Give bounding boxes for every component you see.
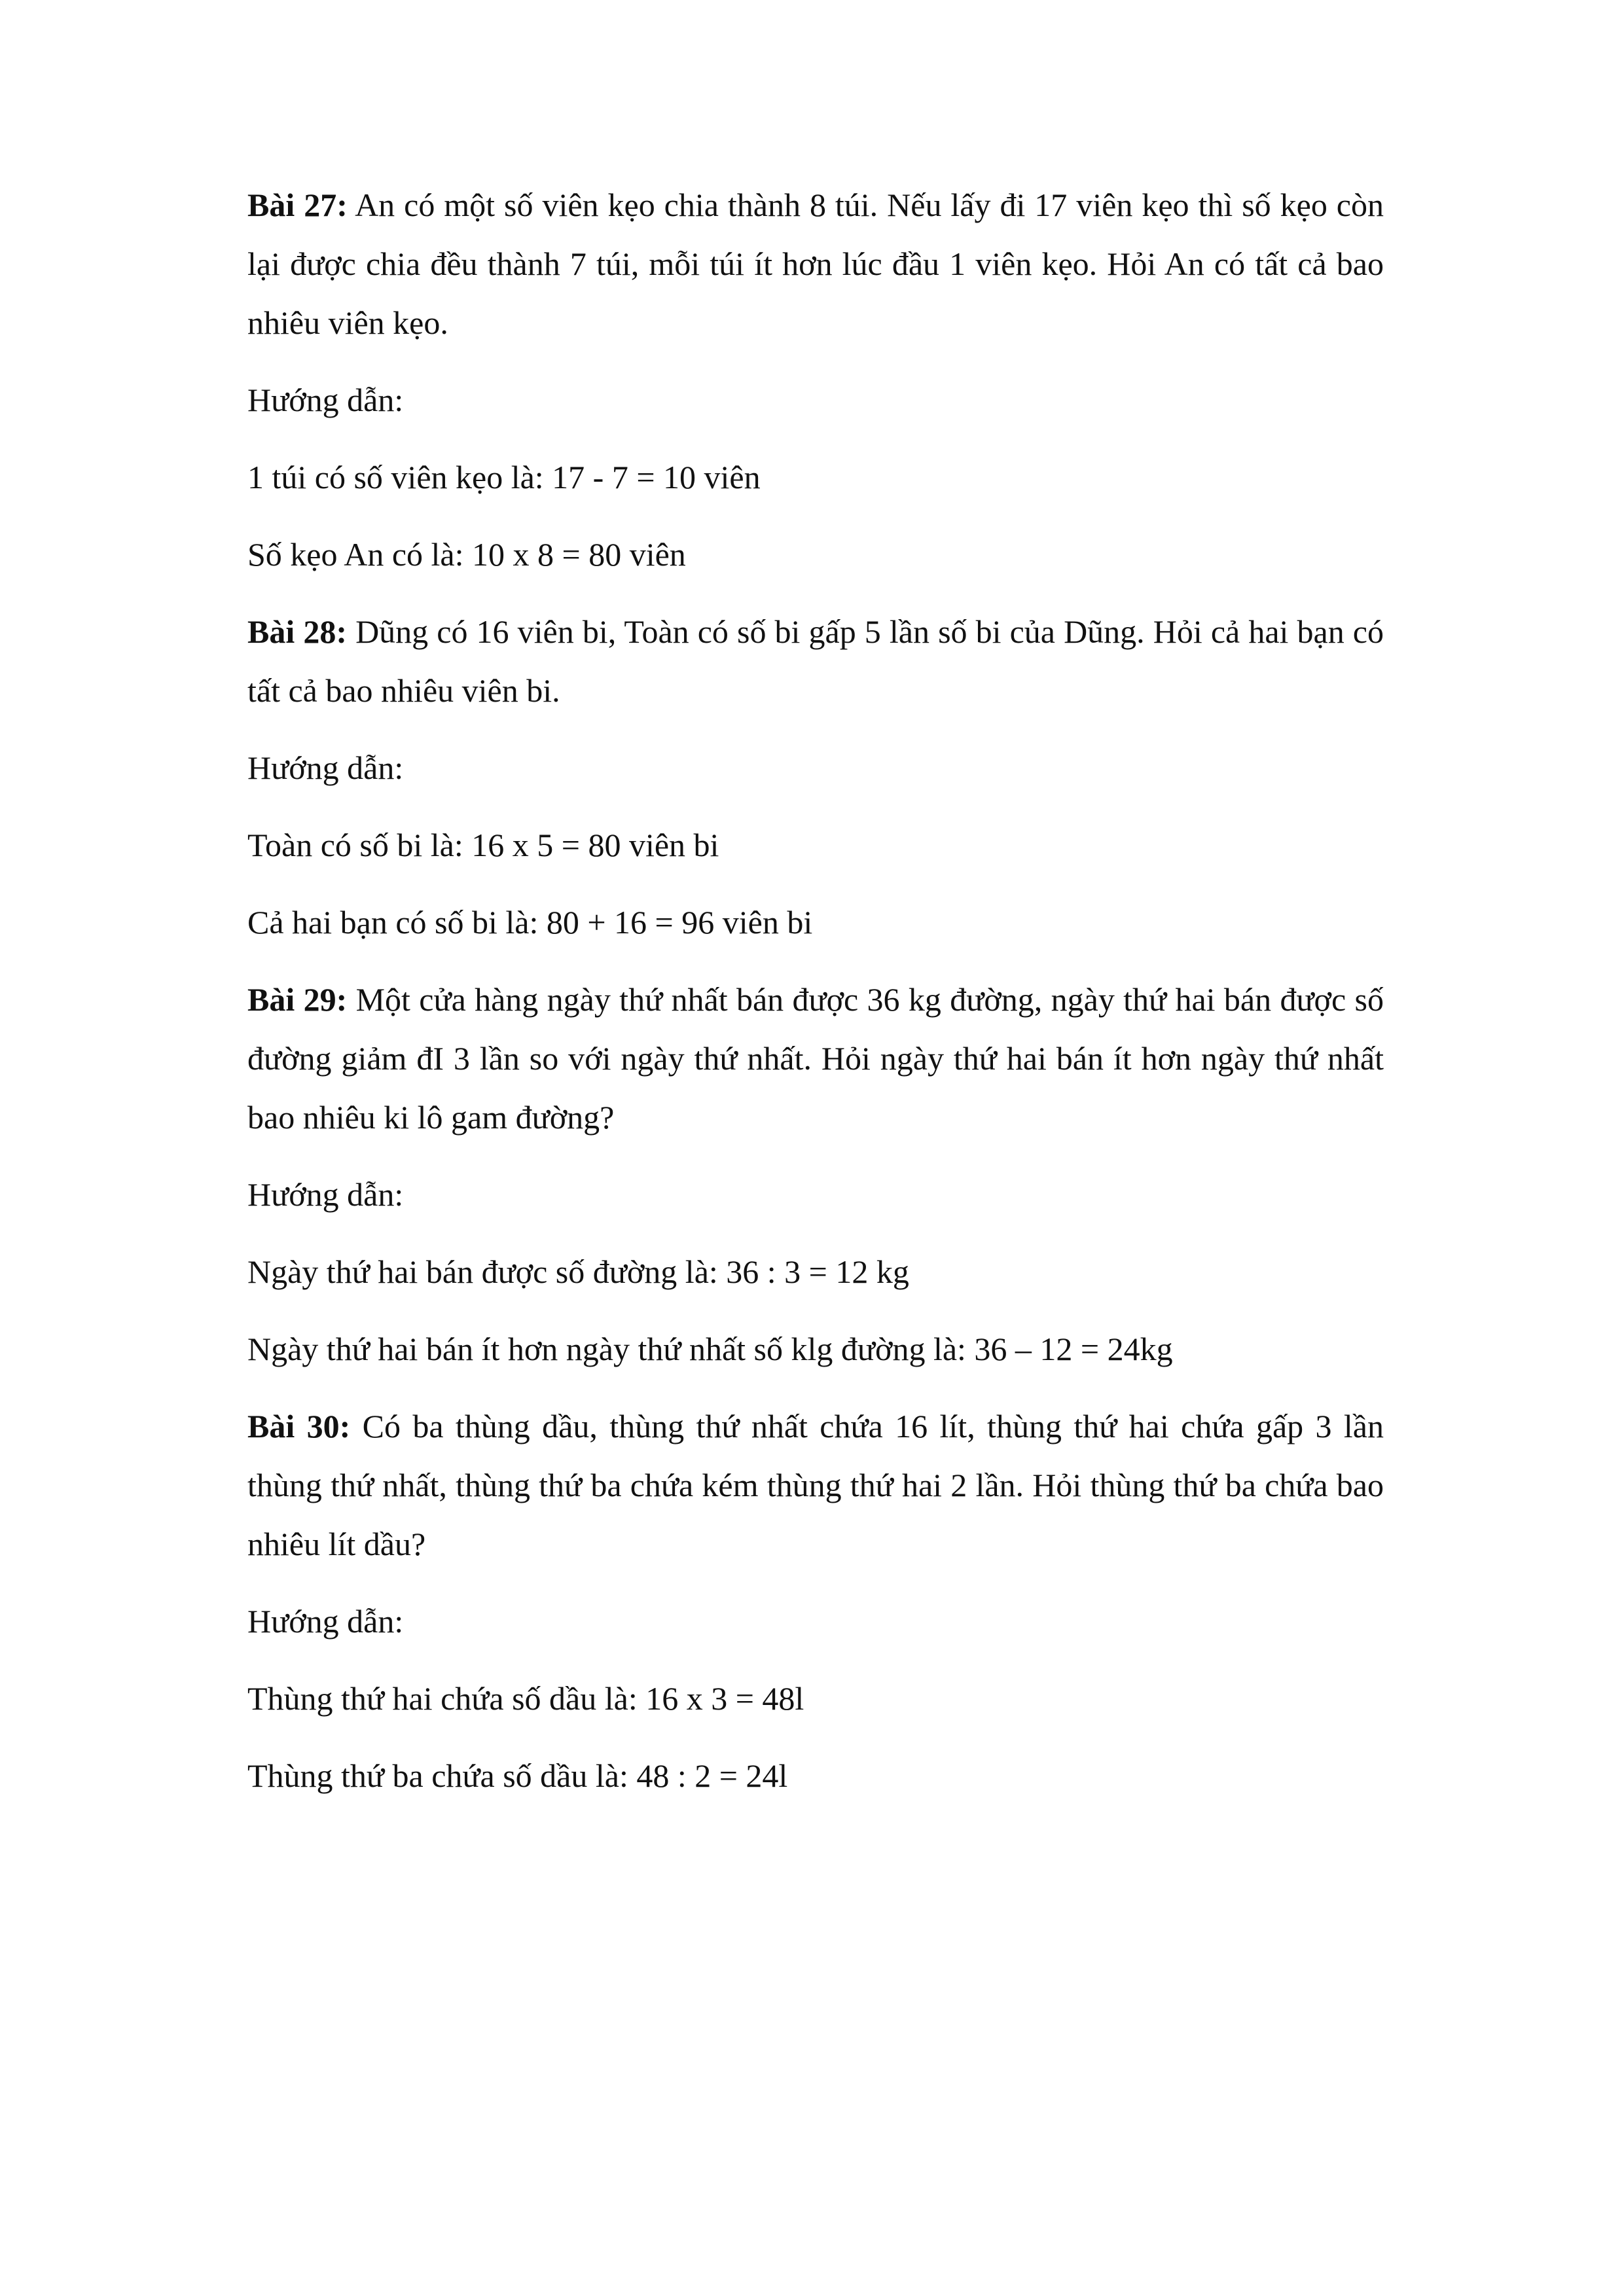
- exercise-27-text: An có một số viên kẹo chia thành 8 túi. Nếu lấy đi 17 viên kẹo thì số kẹo còn lại được chia đều thành 7 túi, mỗi túi ít hơn lúc đầu 1 viên kẹo. Hỏi An có tất cả bao nhiêu viên kẹo.: [247, 187, 1384, 341]
- exercise-28-step-2: Cả hai bạn có số bi là: 80 + 16 = 96 viên bi: [247, 904, 813, 941]
- exercise-29-text: Một cửa hàng ngày thứ nhất bán được 36 kg đường, ngày thứ hai bán được số đường giảm đI 3 lần so với ngày thứ nhất. Hỏi ngày thứ hai bán ít hơn ngày thứ nhất bao nhiêu ki lô gam đường?: [247, 981, 1384, 1136]
- document-page: [247, 175, 1384, 1805]
- exercise-27-question: [247, 175, 1384, 352]
- exercise-30-question: [247, 1397, 1384, 1573]
- exercise-28-text: Dũng có 16 viên bi, Toàn có số bi gấp 5 lần số bi của Dũng. Hỏi cả hai bạn có tất cả bao nhiêu viên bi.: [247, 613, 1384, 709]
- exercise-29-question: [247, 970, 1384, 1147]
- exercise-29-step-2: Ngày thứ hai bán ít hơn ngày thứ nhất số klg đường là: 36 – 12 = 24kg: [247, 1331, 1173, 1367]
- exercise-30-label: Bài 30:: [247, 1408, 351, 1444]
- exercise-28-question: [247, 602, 1384, 720]
- exercise-27-guide-label: Hướng dẫn:: [247, 382, 404, 418]
- exercise-27-step-1: 1 túi có số viên kẹo là: 17 - 7 = 10 viên: [247, 459, 761, 495]
- exercise-30-step-1: Thùng thứ hai chứa số dầu là: 16 x 3 = 48l: [247, 1680, 804, 1717]
- exercise-28-step-1: Toàn có số bi là: 16 x 5 = 80 viên bi: [247, 827, 719, 863]
- exercise-29-step-1: Ngày thứ hai bán được số đường là: 36 : 3 = 12 kg: [247, 1253, 909, 1290]
- exercise-29-guide-label: Hướng dẫn:: [247, 1176, 404, 1213]
- exercise-27-label: Bài 27:: [247, 187, 348, 223]
- exercise-28-guide-label: Hướng dẫn:: [247, 749, 404, 786]
- exercise-30-guide-label: Hướng dẫn:: [247, 1603, 404, 1640]
- exercise-28-label: Bài 28:: [247, 613, 347, 650]
- exercise-29-label: Bài 29:: [247, 981, 348, 1018]
- exercise-27-step-2: Số kẹo An có là: 10 x 8 = 80 viên: [247, 536, 686, 573]
- exercise-30-step-2: Thùng thứ ba chứa số dầu là: 48 : 2 = 24l: [247, 1757, 788, 1794]
- exercise-30-text: Có ba thùng dầu, thùng thứ nhất chứa 16 lít, thùng thứ hai chứa gấp 3 lần thùng thứ nhất, thùng thứ ba chứa kém thùng thứ hai 2 lần. Hỏi thùng thứ ba chứa bao nhiêu lít dầu?: [247, 1408, 1384, 1562]
